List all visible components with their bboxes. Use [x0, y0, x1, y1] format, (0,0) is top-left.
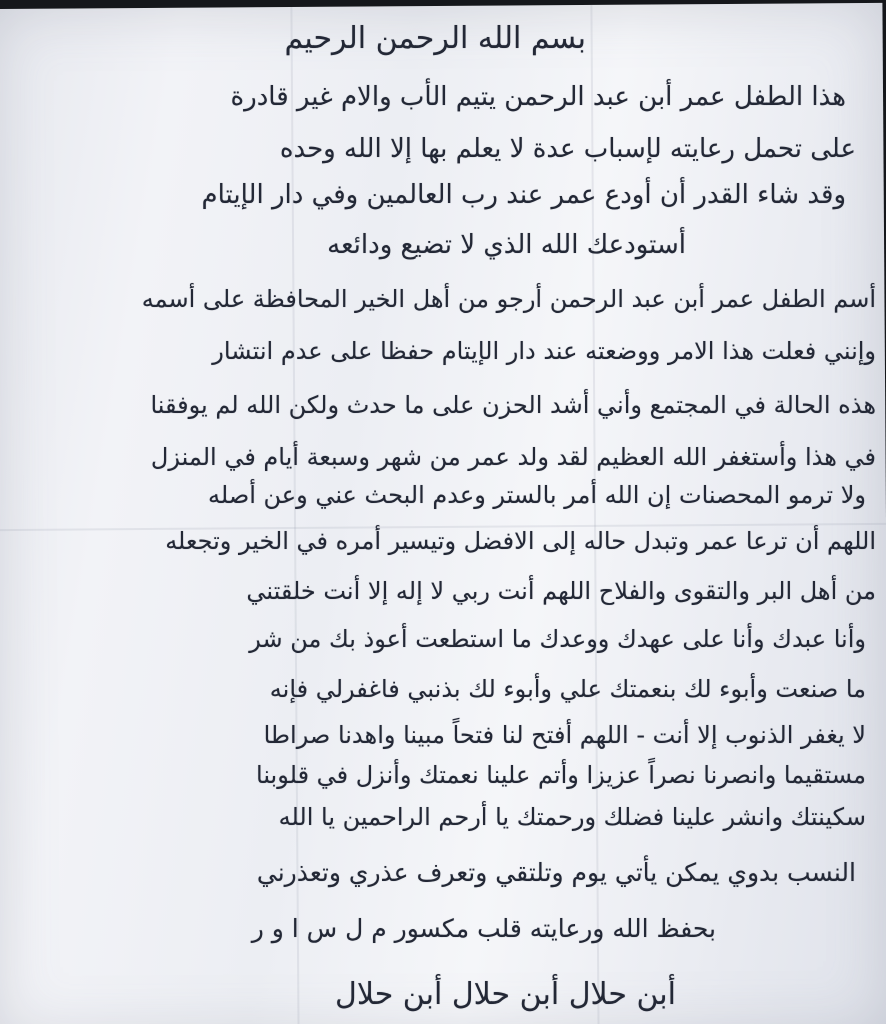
letter-line: سكينتك وانشر علينا فضلك ورحمتك يا أرحم الراحمين يا الله	[278, 803, 866, 831]
letter-line: بحفظ الله ورعايته قلب مكسور م ل س ا و ر	[251, 914, 716, 943]
letter-line: هذه الحالة في المجتمع وأني أشد الحزن على ما حدث ولكن الله لم يوفقنا	[150, 391, 876, 419]
letter-line: هذا الطفل عمر أبن عبد الرحمن يتيم الأب والام غير قادرة	[230, 82, 846, 112]
letter-line: أسم الطفل عمر أبن عبد الرحمن أرجو من أهل الخير المحافظة على أسمه	[141, 285, 876, 313]
letter-line: لا يغفر الذنوب إلا أنت - اللهم أفتح لنا فتحاً مبينا واهدنا صراطا	[263, 721, 866, 749]
letter-line: ولا ترمو المحصنات إن الله أمر بالستر وعدم البحث عني وعن أصله	[208, 481, 866, 509]
letter-line: أستودعك الله الذي لا تضيع ودائعه	[327, 230, 686, 260]
letter-line: ما صنعت وأبوء لك بنعمتك علي وأبوء لك بذنبي فاغفرلي فإنه	[269, 675, 866, 703]
letter-line: وقد شاء القدر أن أودع عمر عند رب العالمين وفي دار الإيتام	[201, 180, 846, 210]
letter-line: وأنا عبدك وأنا على عهدك ووعدك ما استطعت أعوذ بك من شر	[249, 625, 866, 653]
letter-line: وإنني فعلت هذا الامر ووضعته عند دار الإيتام حفظا على عدم انتشار	[212, 337, 876, 365]
letter-line: في هذا وأستغفر الله العظيم لقد ولد عمر من شهر وسبعة أيام في المنزل	[150, 443, 876, 471]
basmala-heading: بسم الله الرحمن الرحيم	[284, 21, 586, 56]
letter-line: من أهل البر والتقوى والفلاح اللهم أنت ربي لا إله إلا أنت خلقتني	[246, 577, 876, 605]
letter-line: النسب بدوي يمكن يأتي يوم وتلتقي وتعرف عذري وتعذرني	[256, 858, 856, 887]
letter-signature: أبن حلال أبن حلال أبن حلال	[335, 977, 676, 1012]
letter-line: مستقيما وانصرنا نصراً عزيزا وأتم علينا نعمتك وأنزل في قلوبنا	[256, 761, 866, 789]
letter-line: اللهم أن ترعا عمر وتبدل حاله إلى الافضل وتيسير أمره في الخير وتجعله	[165, 527, 876, 555]
letter-line: على تحمل رعايته لإسباب عدة لا يعلم بها إلا الله وحده	[279, 134, 856, 164]
